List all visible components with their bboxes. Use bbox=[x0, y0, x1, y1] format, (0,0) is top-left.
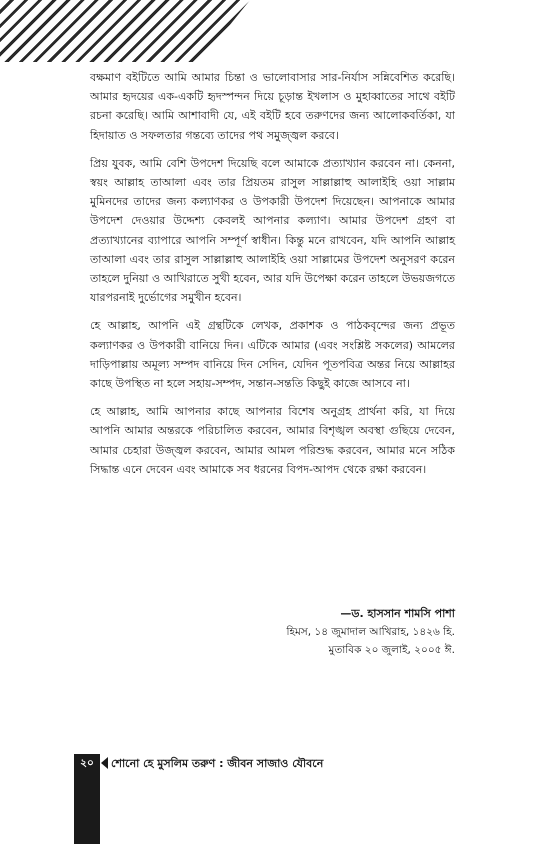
equivalent-date: মুতাবিক ২০ জুলাই, ২০০৫ ঈ. bbox=[328, 644, 455, 656]
page-number-block bbox=[74, 754, 100, 844]
preface-body bbox=[90, 68, 455, 488]
page-number: ২০ bbox=[80, 757, 94, 769]
author-name: —ড. হাসসান শামসি পাশা bbox=[340, 607, 455, 620]
paragraph: প্রিয় যুবক, আমি বেশি উপদেশ দিয়েছি বলে আমাকে প্রত্যাখ্যান করবেন না। কেননা, স্বয়ং আল্লাহ তাআলা এবং তার প্রিয়তম রাসুল সাল্লাল্লাহু আলাইহি ওয়া সাল্লাম মুমিনদের তাদের জন্য কল্যাণকর ও উপকারী উপদেশ দিয়েছেন। আপনাকে আমার উপদেশ দেওয়ার উদ্দেশ্য কেবলই আপনার কল্যাণ। আমার উপদেশ গ্রহণ বা প্রত্যাখ্যানের ব্যাপারে আপনি সম্পূর্ণ স্বাধীন। কিন্তু মনে রাখবেন, যদি আপনি আল্লাহ তাআলা এবং তার রাসুল সাল্লাল্লাহু আলাইহি ওয়া সাল্লামের উপদেশ অনুসরণ করেন তাহলে দুনিয়া ও আখিরাতে সুখী হবেন, আর যদি উপেক্ষা করেন তাহলে উভয়জগতে যারপরনাই দুর্ভোগের সমুখীন হবেন। bbox=[90, 156, 455, 305]
triangle-left-icon bbox=[101, 757, 108, 769]
paragraph: হে আল্লাহ, আপনি এই গ্রন্থটিকে লেখক, প্রকাশক ও পাঠকবৃন্দের জন্য প্রভূত কল্যাণকর ও উপকারী বানিয়ে দিন। এটিকে আমার (এবং সংশ্লিষ্ট সকলের) আমলের দাড়িপাল্লায় অমূল্য সম্পদ বানিয়ে দিন সেদিন, যেদিন পূতপবিত্র অন্তর নিয়ে আল্লাহর কাছে উপস্থিত না হলে সহায়-সম্পদ, সন্তান-সন্ততি কিছুই কাজে আসবে না। bbox=[90, 319, 455, 391]
place-date: হিমস, ১৪ জুমাদাল আখিরাহ, ১৪২৬ হি. bbox=[286, 626, 455, 638]
decorative-stripes bbox=[0, 0, 250, 62]
paragraph: হে আল্লাহ, আমি আপনার কাছে আপনার বিশেষ অনুগ্রহ প্রার্থনা করি, যা দিয়ে আপনি আমার অন্তরকে পরিচালিত করবেন, আমার বিশৃঙ্খল অবস্থা গুছিয়ে দেবেন, আমার চেহারা উজ্জ্বল করবেন, আমার আমল পরিশুদ্ধ করবেন, আমার মনে সঠিক সিদ্ধান্ত এনে দেবেন এবং আমাকে সব ধরনের বিপদ-আপদ থেকে রক্ষা করবেন। bbox=[90, 405, 455, 476]
paragraph: বক্ষমাণ বইটিতে আমি আমার চিন্তা ও ভালোবাসার সার-নির্যাস সন্নিবেশিত করেছি। আমার হৃদয়ের এক-একটি হৃদস্পন্দন দিয়ে চূড়ান্ত ইখলাস ও মুহাব্বাতের সাথে বইটি রচনা করেছি। আমি আশাবাদী যে, এই বইটি হবে তরুণদের জন্য আলোকবর্তিকা, যা হিদায়াত ও সফলতার গন্তব্যে তাদের পথ সমুজ্জ্বল করবে। bbox=[90, 71, 455, 142]
page-footer bbox=[74, 754, 556, 844]
running-title: শোনো হে মুসলিম তরুণ : জীবন সাজাও যৌবনে bbox=[111, 757, 324, 770]
author-signature bbox=[286, 605, 455, 659]
